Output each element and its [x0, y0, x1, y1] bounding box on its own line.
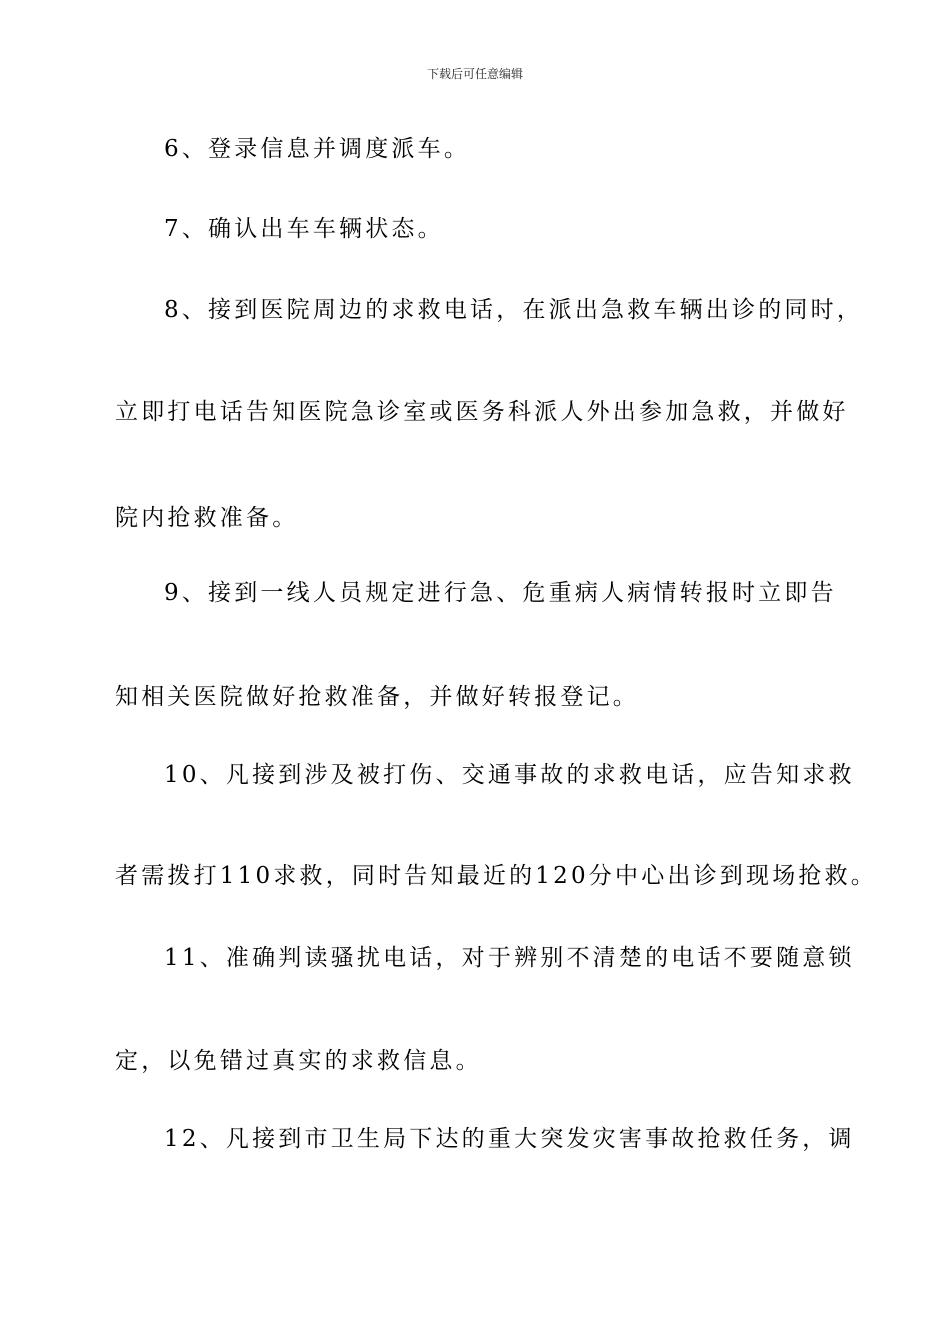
text-line: 7、确认出车车辆状态。: [164, 216, 444, 242]
text-line: 立即打电话告知医院急诊室或医务科派人外出参加急救，并做好: [115, 399, 849, 425]
text-line: 12、凡接到市卫生局下达的重大突发灾害事故抢救任务，调: [164, 1126, 855, 1152]
text-line: 9、接到一线人员规定进行急、危重病人病情转报时立即告: [164, 580, 837, 606]
text-line: 8、接到医院周边的求救电话，在派出急救车辆出诊的同时，: [164, 297, 864, 323]
text-line: 院内抢救准备。: [115, 505, 299, 531]
page-header: 下载后可任意编辑: [426, 67, 523, 81]
text-line: 定，以免错过真实的求救信息。: [115, 1048, 482, 1074]
text-line: 知相关医院做好抢救准备，并做好转报登记。: [115, 684, 639, 710]
text-line: 6、登录信息并调度派车。: [164, 136, 471, 162]
text-line: 11、准确判读骚扰电话，对于辨别不清楚的电话不要随意锁: [164, 945, 855, 971]
text-line: 10、凡接到涉及被打伤、交通事故的求救电话，应告知求救: [164, 762, 855, 788]
text-line: 者需拨打110求救，同时告知最近的120分中心出诊到现场抢救。: [115, 863, 877, 889]
